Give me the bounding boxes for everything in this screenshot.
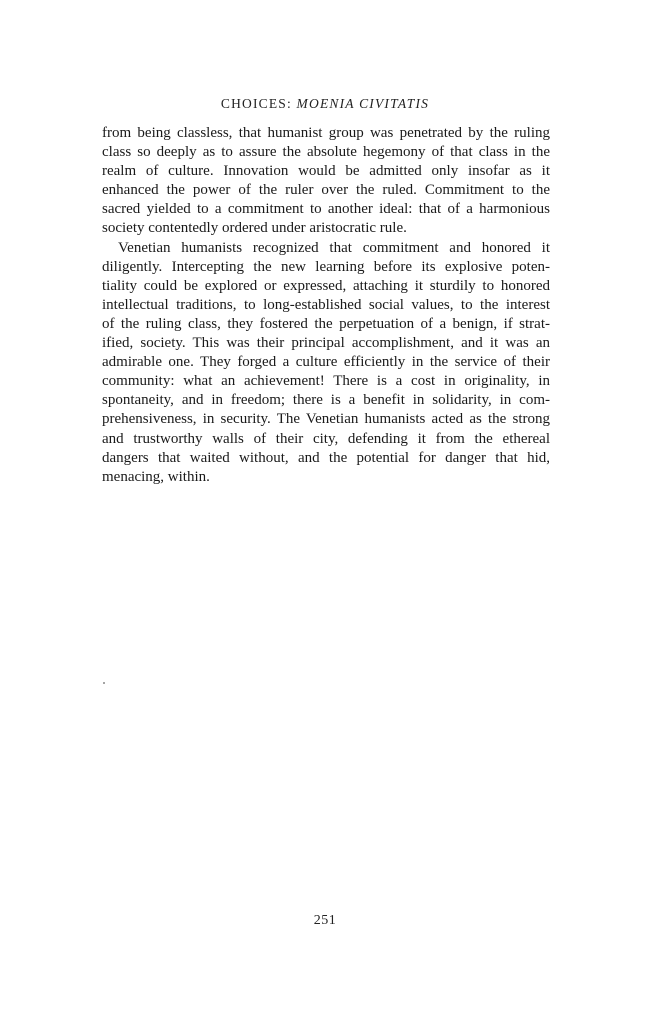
text-line: of the ruling class, they fostered the perpetuation of a benign, if strat-	[102, 315, 550, 332]
text-line: from being classless, that humanist group was penetrated by the ruling	[102, 125, 550, 141]
text-line: spontaneity, and in freedom; there is a benefit in solidarity, in com-	[102, 392, 550, 409]
text-line: Venetian humanists recognized that commitment and honored it	[118, 239, 550, 256]
text-line: intellectual traditions, to long-established social values, to the interest	[102, 296, 550, 313]
running-head	[0, 96, 650, 112]
text-line: and trustworthy walls of their city, defending it from the ethereal	[102, 430, 550, 447]
text-line: ified, society. This was their principal accomplishment, and it was an	[102, 335, 550, 352]
paragraph-2	[102, 239, 550, 487]
text-line: tiality could be explored or expressed, attaching it sturdily to honored	[102, 277, 550, 294]
running-head-italic: MOENIA CIVITATIS	[296, 96, 430, 111]
page-number: 251	[313, 913, 337, 928]
text-line: dangers that waited without, and the potential for danger that hid,	[102, 449, 550, 466]
text-line: community: what an achievement! There is a cost in originality, in	[102, 373, 550, 390]
paragraph-1	[102, 124, 550, 239]
text-line: menacing, within.	[102, 468, 210, 485]
text-line: class so deeply as to assure the absolute hegemony of that class in the	[102, 144, 550, 161]
text-line: prehensiveness, in security. The Venetian humanists acted as the strong	[102, 411, 550, 428]
text-line: realm of culture. Innovation would be admitted only insofar as it	[102, 163, 550, 180]
text-line: admirable one. They forged a culture efficiently in the service of their	[102, 354, 550, 371]
text-line: sacred yielded to a commitment to another ideal: that of a harmonious	[102, 201, 550, 218]
text-line: society contentedly ordered under aristocratic rule.	[102, 220, 407, 237]
scan-speck	[103, 682, 105, 684]
body-text	[102, 124, 550, 487]
text-line: diligently. Intercepting the new learning before its explosive poten-	[102, 258, 550, 275]
text-line: enhanced the power of the ruler over the ruled. Commitment to the	[102, 182, 550, 199]
running-head-prefix: CHOICES:	[220, 96, 297, 111]
